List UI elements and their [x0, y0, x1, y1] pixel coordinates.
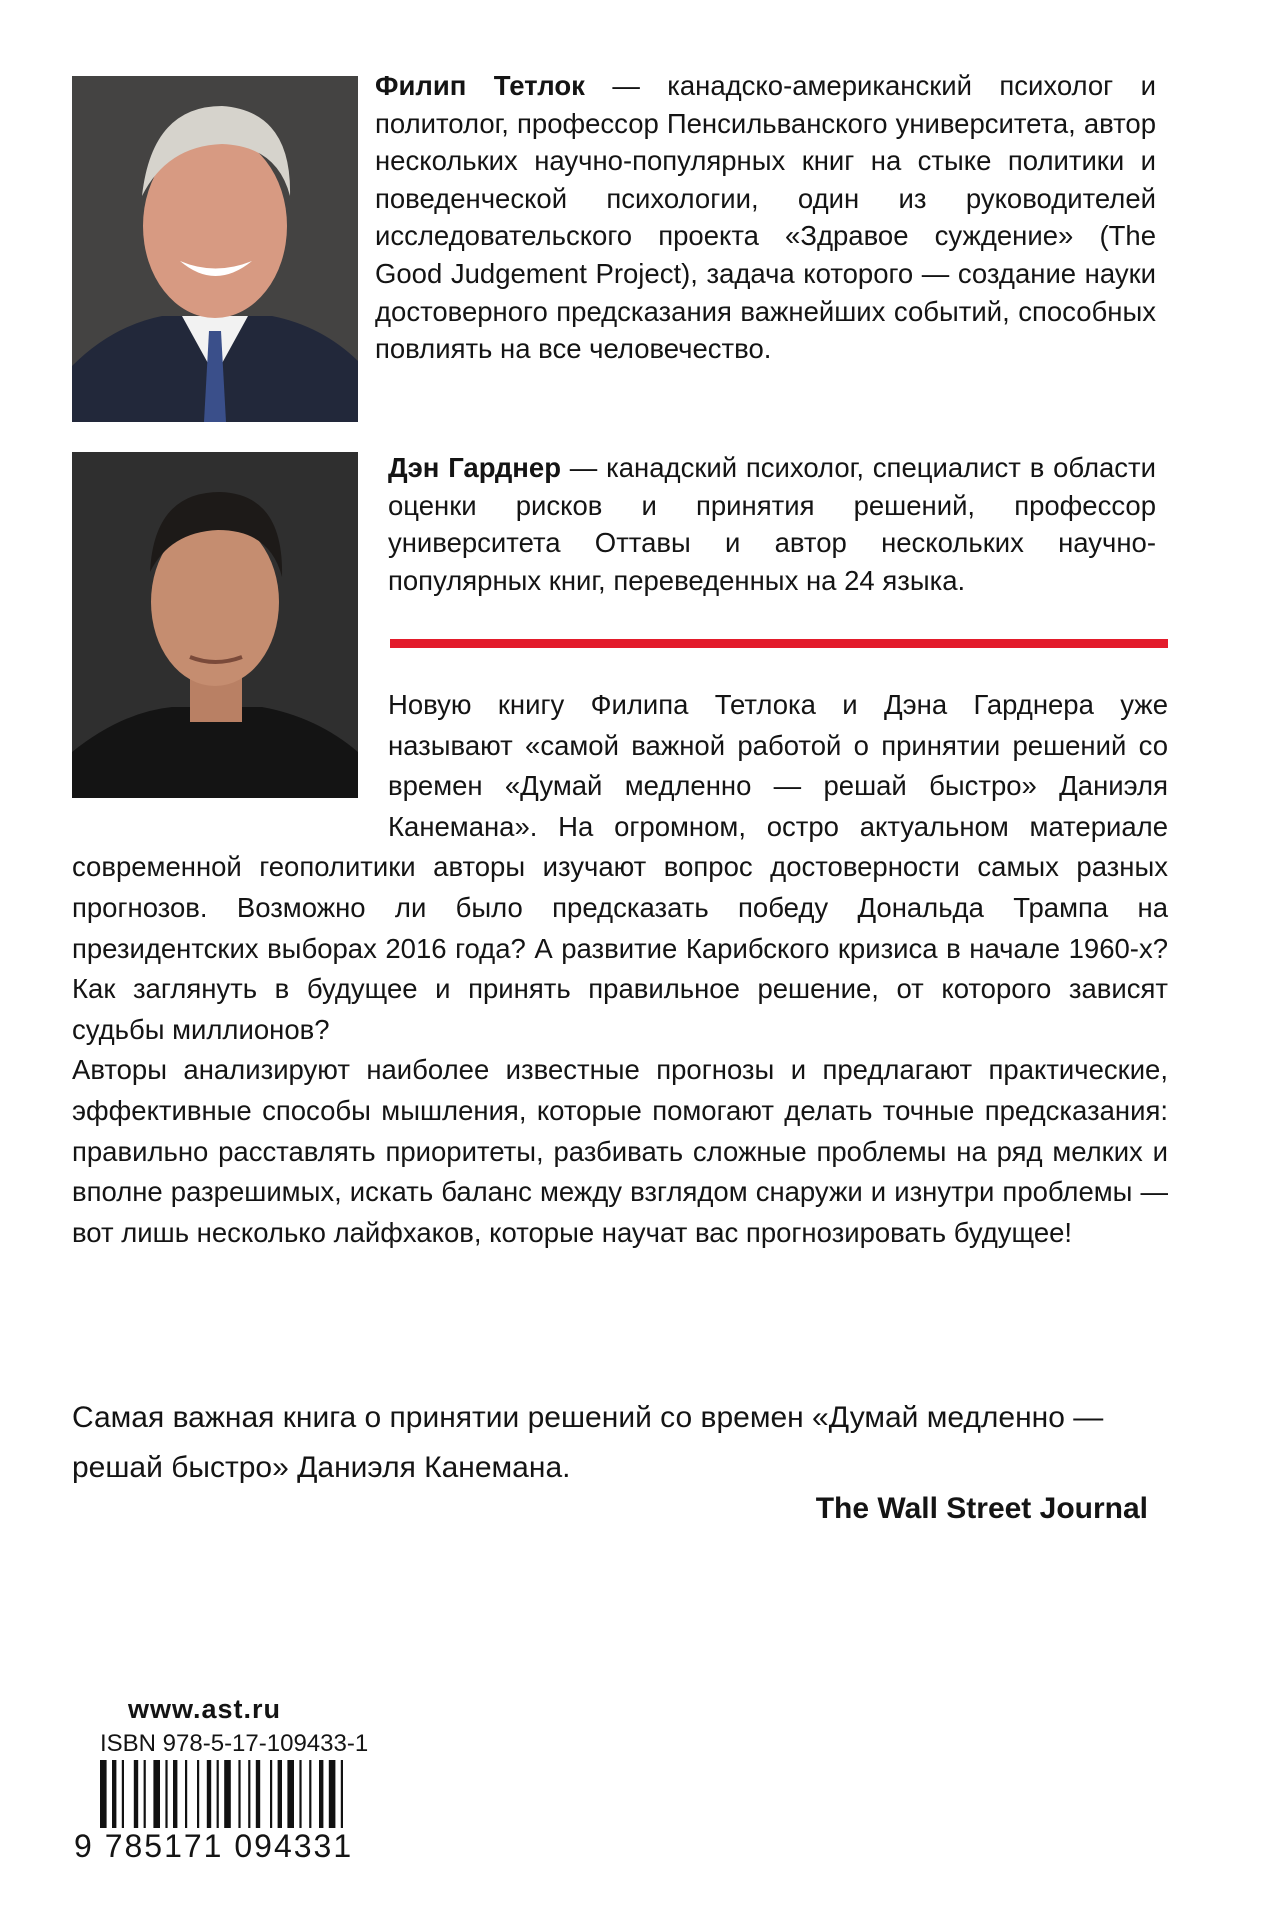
red-divider — [390, 639, 1168, 648]
author-bio-tetlock — [375, 67, 1156, 368]
author-name-gardner: Дэн Гарднер — [388, 452, 561, 483]
author-bio-text: — канадско-американский психолог и политолог, профессор Пенсильванского университета, автор нескольких научно-популярных книг на стыке политики и поведенческой психологии, один из руководителей исследовательского проекта «Здравое суждение» (The Good Judgement Project), задача которого — создание науки достоверного предсказания важнейших событий, способных повлиять на все человечество. — [375, 70, 1156, 365]
author-bio-text: — канадский психолог, специалист в области оценки рисков и принятия решений, профессор университета Оттавы и автор нескольких научно-популярных книг, переведенных на 24 языка. — [388, 452, 1156, 596]
author-bio-gardner — [388, 449, 1156, 599]
book-description — [72, 685, 1168, 1253]
review-quote: Самая важная книга о принятии решений со времен «Думай медленно — решай быстро» Даниэля Канемана. — [72, 1401, 1104, 1484]
author-photo-tetlock — [72, 76, 358, 422]
description-paragraph: Авторы анализируют наиболее известные прогнозы и предлагают практические, эффективные способы мышления, которые помогают делать точные предсказания: правильно расставлять приоритеты, разбивать сложные проблемы на ряд мелких и вполне разрешимых, искать баланс между взглядом снаружи и изнутри проблемы — вот лишь несколько лайфхаков, которые научат вас прогнозировать будущее! — [72, 1054, 1168, 1248]
quote-source: The Wall Street Journal — [815, 1492, 1148, 1525]
author-name-tetlock: Филип Тетлок — [375, 70, 585, 101]
isbn-number: ISBN 978-5-17-109433-1 — [100, 1730, 369, 1757]
barcode-digits: 9 785171 094331 — [74, 1828, 354, 1864]
publisher-website: www.ast.ru — [128, 1694, 282, 1724]
description-paragraph: Новую книгу Филипа Тетлока и Дэна Гарднера уже называют «самой важной работой о принятии решений со времен «Думай медленно — решай быстро» Даниэля Канемана». На огромном, остро актуальном материале современной геополитики авторы изучают вопрос достоверности самых разных прогнозов. Возможно ли было предсказать победу Дональда Трампа на президентских выборах 2016 года? А развитие Карибского кризиса в начале 1960-х? Как заглянуть в будущее и принять правильное решение, от которого зависят судьбы миллионов? — [72, 689, 1168, 1045]
